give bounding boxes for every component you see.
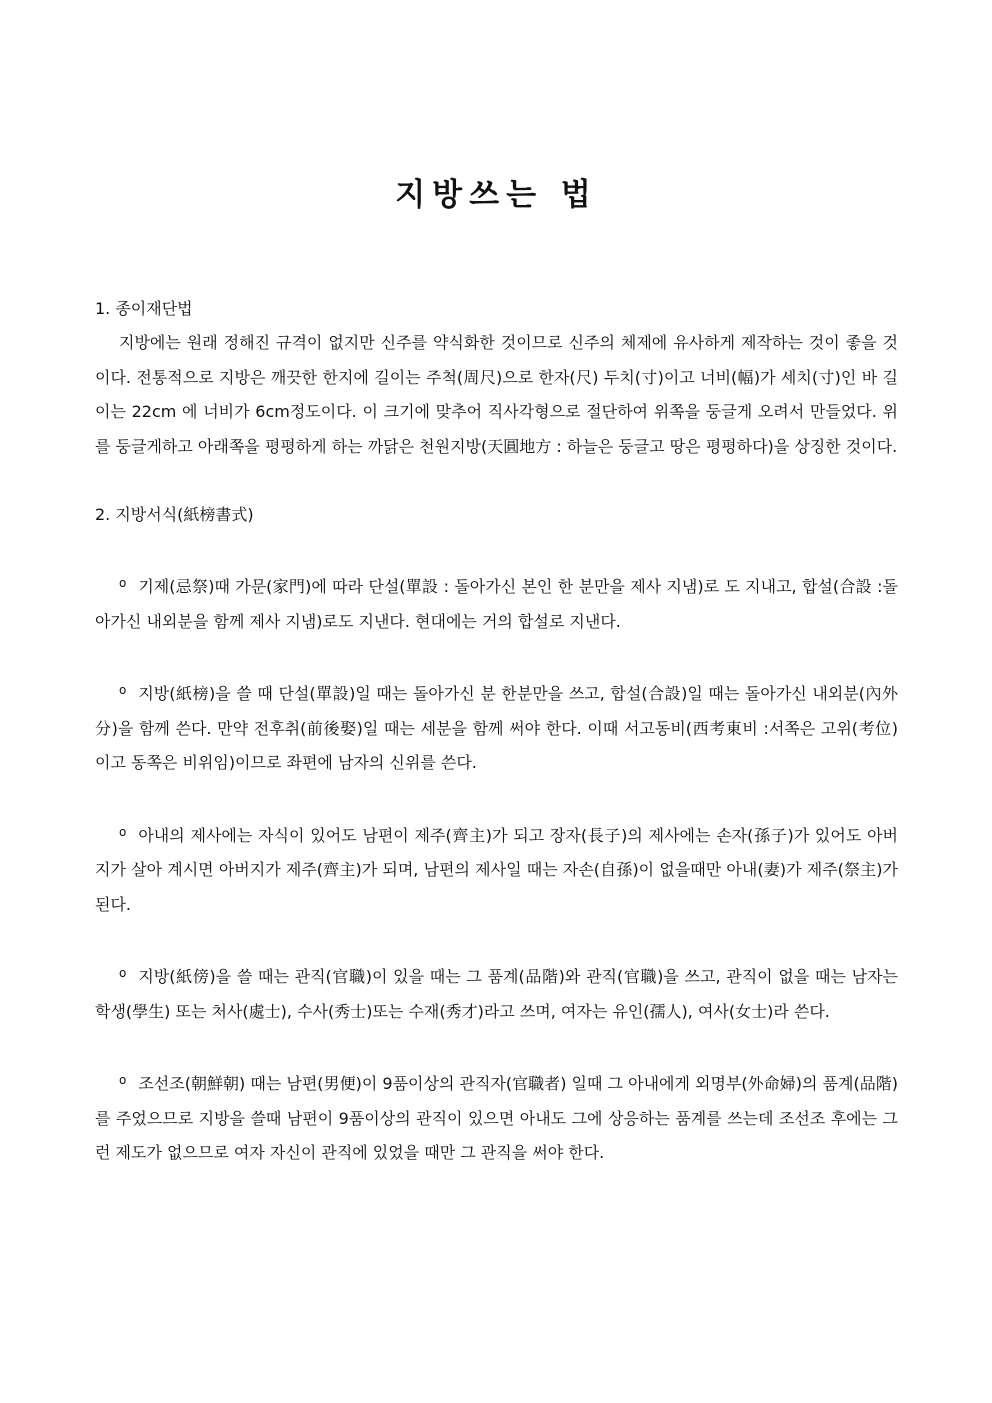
bullet-icon: o	[119, 576, 127, 590]
document-page	[95, 170, 898, 1205]
bullet-icon: o	[119, 683, 127, 697]
list-item	[95, 1063, 898, 1171]
bullet-icon: o	[119, 824, 127, 839]
page-title: 지방쓰는 법	[395, 177, 598, 213]
paragraph-paper-cutting: 지방에는 원래 정해진 규격이 없지만 신주를 약식화한 것이므로 신주의 체제에 유사하게 제작하는 것이 좋을 것이다. 전통적으로 지방은 깨끗한 한지에 길이는 주척(周尺)으로 한자(尺) 두치(寸)이고 너비(幅)가 세치(寸)인 바 길이는 22cm 에 너비가 6cm정도이다. 이 크기에 맞추어 직사각형으로 절단하여 위쪽을 둥글게 오려서 만들었다. 위를 둥글게하고 아래쪽을 평평하게 하는 까닭은 천원지방(天圓地方 : 하늘은 둥글고 땅은 평평하다)을 상징한 것이다.	[95, 333, 898, 456]
list-item	[95, 956, 898, 1029]
list-item-text: 지방(紙榜)을 쓸 때 단설(單設)일 때는 돌아가신 분 한분만을 쓰고, 합설(合設)일 때는 돌아가신 내외분(內外分)을 함께 쓴다. 만약 전후취(前後娶)일 때는 세분을 함께 써야 한다. 이때 서고동비(西考東비 :서쪽은 고위(考位)이고 동쪽은 비위임)이므로 좌편에 남자의 신위를 쓴다.	[95, 684, 898, 772]
bullet-icon: o	[119, 1073, 127, 1087]
list-item-text: 아내의 제사에는 자식이 있어도 남편이 제주(齊主)가 되고 장자(長子)의 제사에는 손자(孫子)가 있어도 아버지가 살아 계시면 아버지가 제주(齊主)가 되며, 남편의 제사일 때는 자손(自孫)이 없을때만 아내(妻)가 제주(祭主)가 된다.	[95, 825, 898, 914]
list-item-text: 기제(忌祭)때 가문(家門)에 따라 단설(單設 : 돌아가신 본인 한 분만을 제사 지냄)로 도 지내고, 합설(合設 :돌아가신 내외분을 함께 제사 지냄)로도 지낸다. 현대에는 거의 합설로 지낸다.	[95, 577, 898, 631]
list-item	[95, 815, 898, 923]
section-heading-jibang-format: 2. 지방서식(紙榜書式)	[95, 505, 254, 524]
list-item	[95, 566, 898, 639]
section-jibang-format	[95, 498, 898, 1171]
section-heading-paper-cutting: 1. 종이재단법	[95, 299, 193, 318]
list-item	[95, 673, 898, 781]
bullet-icon: o	[119, 966, 127, 980]
list-item-text: 조선조(朝鮮朝) 때는 남편(男便)이 9품이상의 관직자(官職者) 일때 그 아내에게 외명부(外命婦)의 품계(品階)를 주었으므로 지방을 쓸때 남편이 9품이상의 관직이 있으면 아내도 그에 상응하는 품계를 쓰는데 조선조 후에는 그런 제도가 없으므로 여자 자신이 관직에 있었을 때만 그 관직을 써야 한다.	[95, 1074, 898, 1162]
spacer	[95, 464, 898, 498]
list-item-text: 지방(紙傍)을 쓸 때는 관직(官職)이 있을 때는 그 품계(品階)와 관직(官職)을 쓰고, 관직이 없을 때는 남자는 학생(學生) 또는 처사(處士), 수사(秀士)또는 수재(秀才)라고 쓰며, 여자는 유인(孺人), 여사(女士)라 쓴다.	[95, 967, 898, 1021]
spacer	[95, 532, 898, 566]
section-paper-cutting	[95, 292, 898, 464]
